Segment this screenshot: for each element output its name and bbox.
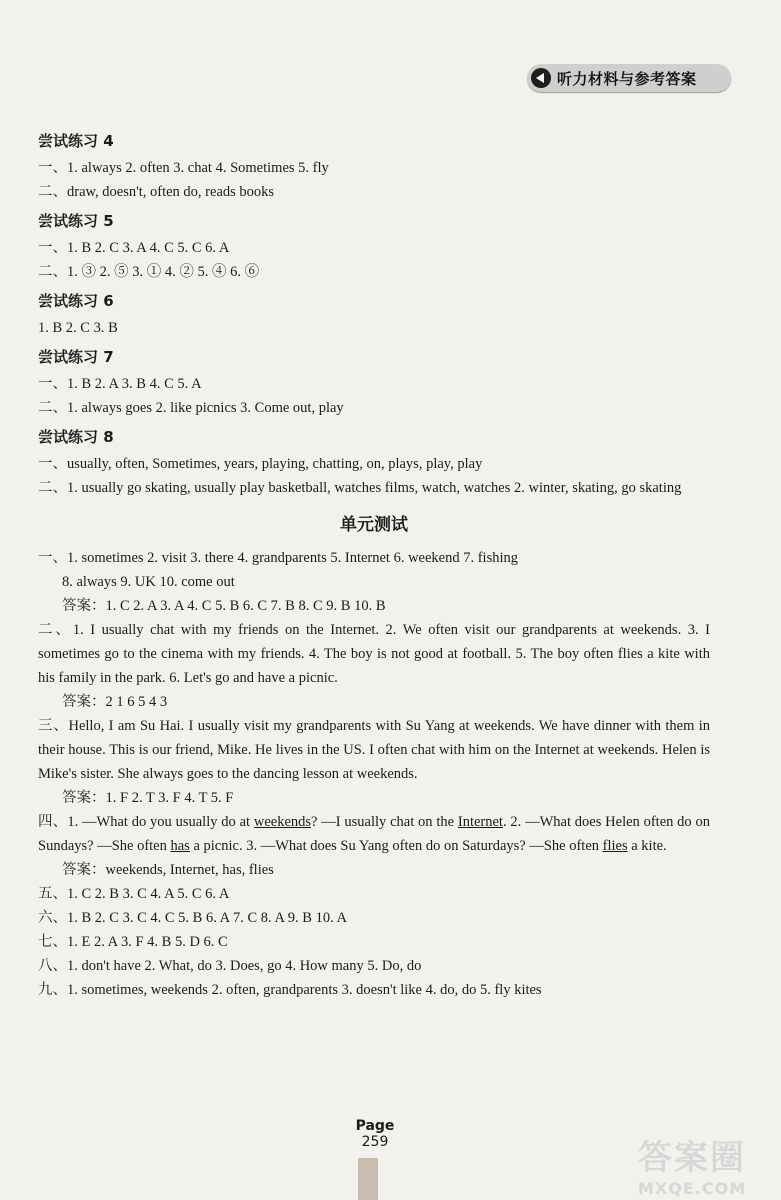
footer-bar (358, 1158, 378, 1200)
answer-line: 二、draw, doesn't, often do, reads books (38, 184, 275, 200)
underlined-word: weekends (253, 814, 312, 830)
answer-key-line: 答案：1. F 2. T 3. F 4. T 5. F (62, 790, 234, 806)
underlined-word: has (170, 838, 190, 854)
answer-line: 一、1. B 2. C 3. A 4. C 5. C 6. A (38, 240, 230, 256)
answer-paragraph: 二、1. usually go skating, usually play basketball, watches films, watch, watches 2. winter, skating, go skating (38, 480, 682, 496)
header-tab (527, 64, 731, 92)
answer-line: 一、1. B 2. A 3. B 4. C 5. A (38, 376, 202, 392)
section-title: 尝试练习 7 (38, 348, 114, 366)
underlined-word: Internet (457, 814, 503, 830)
section-title: 尝试练习 8 (38, 428, 114, 446)
page-number: 259 (361, 1134, 389, 1150)
section-title: 尝试练习 6 (38, 292, 114, 310)
dialogue-script (38, 810, 710, 858)
content (38, 124, 710, 1002)
answer-line: 1. B 2. C 3. B (38, 320, 118, 336)
dialogue-text: . 2. —What does Helen often do on Sundays? —She often (38, 814, 710, 854)
dialogue-text: 四、1. —What do you usually do at (38, 814, 254, 830)
answer-line: 九、1. sometimes, weekends 2. often, grandparents 3. doesn't like 4. do, do 5. fly kites (38, 982, 542, 998)
answer-line: 八、1. don't have 2. What, do 3. Does, go 4. How many 5. Do, do (38, 958, 422, 974)
answer-line: 二、1. ③ 2. ⑤ 3. ① 4. ② 5. ④ 6. ⑥ (38, 264, 260, 280)
unit-test-title: 单元测试 (340, 515, 408, 535)
answer-key-line: 答案：2 1 6 5 4 3 (62, 694, 168, 710)
part-label: 三、 (38, 718, 69, 734)
section-title: 尝试练习 4 (38, 132, 114, 150)
answer-line: 七、1. E 2. A 3. F 4. B 5. D 6. C (38, 934, 228, 950)
dialogue-text: a kite. (627, 838, 667, 854)
dialogue-text: a picnic. 3. —What does Su Yang often do on Saturdays? —She often (189, 838, 603, 854)
answer-line: 一、1. always 2. often 3. chat 4. Sometimes 5. fly (38, 160, 329, 176)
listening-passage (38, 714, 710, 786)
watermark-url: MXQE.COM (638, 1179, 747, 1198)
answer-key-line: 答案：1. C 2. A 3. A 4. C 5. B 6. C 7. B 8. C 9. B 10. B (62, 598, 386, 614)
answer-line: 二、1. always goes 2. like picnics 3. Come out, play (38, 400, 344, 416)
watermark (638, 1130, 773, 1196)
answer-line: 一、1. sometimes 2. visit 3. there 4. grandparents 5. Internet 6. weekend 7. fishing (38, 550, 519, 566)
dialogue-text: ? —I usually chat on the (311, 814, 458, 830)
underlined-word: flies (602, 838, 628, 854)
answer-line: 一、usually, often, Sometimes, years, playing, chatting, on, plays, play, play (38, 456, 483, 472)
page-footer (345, 1118, 405, 1150)
answer-line: 五、1. C 2. B 3. C 4. A 5. C 6. A (38, 886, 230, 902)
arrow-left-icon (531, 68, 551, 88)
header-tab-label: 听力材料与参考答案 (557, 70, 697, 88)
section-title: 尝试练习 5 (38, 212, 114, 230)
listening-script: 二、1. I usually chat with my friends on the Internet. 2. We often visit our grandparents at weekends. 3. I sometimes go to the cinema with my friends. 4. The boy is not good at football. 5. The boy often flies a kite with his family in the park. 6. Let's go and have a picnic. (38, 622, 710, 686)
watermark-logo: 答案圈 (638, 1138, 746, 1178)
answer-line: 六、1. B 2. C 3. C 4. C 5. B 6. A 7. C 8. A 9. B 10. A (38, 910, 347, 926)
answer-key-line: 答案：weekends, Internet, has, flies (62, 862, 274, 878)
passage-text: Hello, I am Su Hai. I usually visit my grandparents with Su Yang at weekends. We have dinner with them in their house. This is our friend, Mike. He lives in the US. I often chat with him on the Internet at weekends. Helen is Mike's sister. She always goes to the dancing lesson at weekends. (38, 718, 710, 782)
answer-line: 8. always 9. UK 10. come out (62, 574, 235, 590)
page-word: Page (355, 1118, 395, 1134)
